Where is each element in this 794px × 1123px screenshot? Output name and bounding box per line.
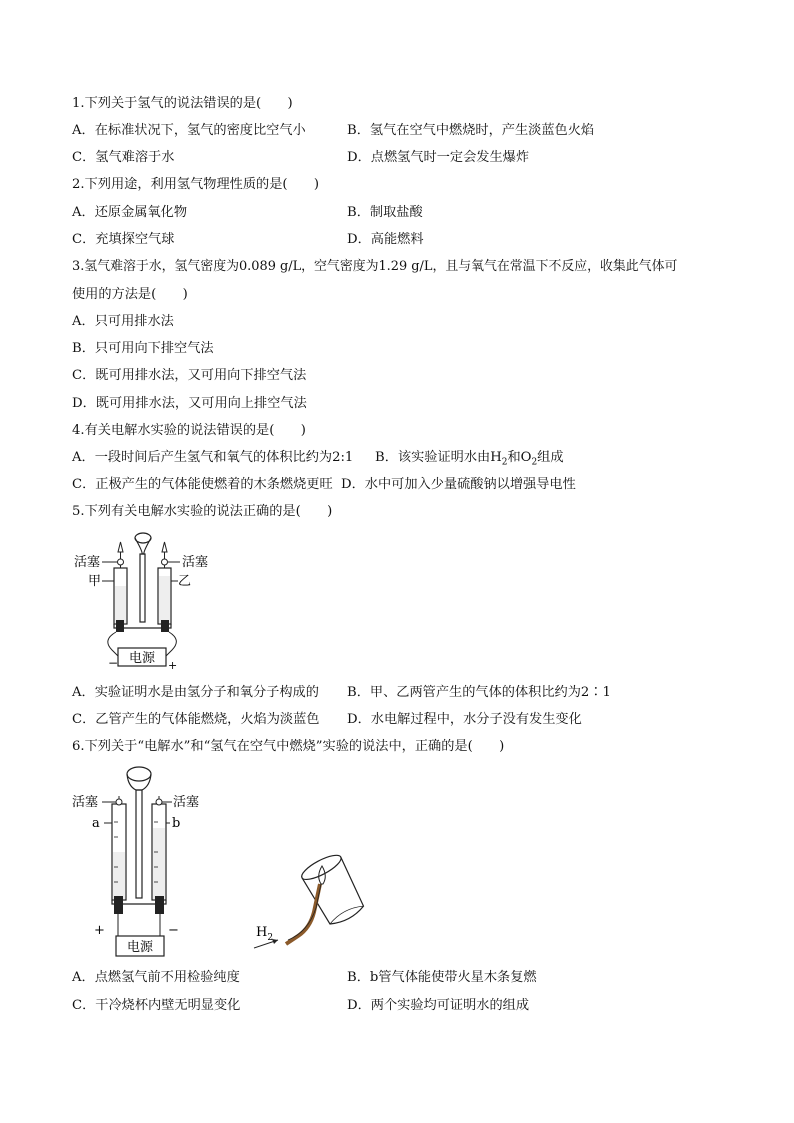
q5-stem: 5.下列有关电解水实验的说法正确的是( ) (72, 504, 333, 519)
q4-option-c: C．正极产生的气体能使燃着的木条燃烧更旺 (72, 477, 333, 492)
q4-option-b-sub1: 2 (501, 457, 508, 468)
q2-option-d: D．高能燃料 (347, 232, 424, 247)
q4-option-b-suffix: 组成 (537, 450, 564, 465)
q5-option-b: B．甲、乙两管产生的气体的体积比约为2∶1 (347, 685, 611, 700)
q3-option-b: B．只可用向下排空气法 (72, 341, 214, 356)
q6-gas-label (256, 925, 273, 943)
q6-tube-right-label: b (172, 816, 181, 831)
q5-option-c: C．乙管产生的气体能燃烧，火焰为淡蓝色 (72, 712, 320, 727)
q4-option-d: D．水中可加入少量硫酸钠以增强导电性 (341, 477, 576, 492)
q2-stem: 2.下列用途，利用氢气物理性质的是( ) (72, 177, 320, 192)
q6-hydrogen-burning-figure (250, 848, 380, 956)
q1-option-d: D．点燃氢气时一定会发生爆炸 (347, 150, 530, 165)
q2-option-c: C．充填探空气球 (72, 232, 175, 247)
q6-gas-symbol: H (256, 925, 268, 940)
q3-option-a: A．只可用排水法 (72, 314, 174, 329)
q4-option-b-prefix: B．该实验证明水由H (375, 450, 502, 465)
q6-stem: 6.下列关于“电解水”和“氢气在空气中燃烧”实验的说法中，正确的是( ) (72, 739, 505, 754)
q4-stem: 4.有关电解水实验的说法错误的是( ) (72, 423, 306, 438)
q6-option-a: A．点燃氢气前不用检验纯度 (72, 970, 240, 985)
q6-minus-sign: − (168, 923, 179, 938)
q3-option-d: D．既可用排水法，又可用向上排空气法 (72, 396, 307, 411)
q6-left-stopcock-label: 活塞 (72, 795, 99, 810)
q4-option-b-mid: 和O (507, 450, 532, 465)
q1-option-c: C．氢气难溶于水 (72, 150, 175, 165)
q5-electrolysis-figure (72, 528, 222, 673)
q6-right-stopcock-label: 活塞 (173, 795, 200, 810)
q4-option-b-sub2: 2 (531, 457, 538, 468)
q5-option-d: D．水电解过程中，水分子没有发生变化 (347, 712, 582, 727)
q6-option-b: B．b管气体能使带火星木条复燃 (347, 970, 537, 985)
q4-option-a: A．一段时间后产生氢气和氧气的体积比约为2:1 (72, 450, 354, 465)
q6-tube-left-label: a (92, 816, 100, 831)
q1-option-b: B．氢气在空气中燃烧时，产生淡蓝色火焰 (347, 123, 595, 138)
q6-plus-sign: + (94, 923, 105, 938)
q1-stem: 1.下列关于氢气的说法错误的是( ) (72, 96, 293, 111)
q2-option-b: B．制取盐酸 (347, 205, 423, 220)
q5-option-a: A．实验证明水是由氢分子和氧分子构成的 (72, 685, 319, 700)
q3-stem-line2: 使用的方法是( ) (72, 287, 188, 302)
q5-plus-sign: + (168, 659, 178, 672)
q5-tube-left-label: 甲 (88, 574, 102, 589)
q6-option-d: D．两个实验均可证明水的组成 (347, 998, 530, 1013)
q5-minus-sign: − (108, 656, 119, 670)
q6-electrolysis-figure (72, 762, 232, 960)
q6-power-label: 电源 (126, 940, 154, 955)
q6-gas-subscript: 2 (267, 933, 274, 943)
q2-option-a: A．还原金属氧化物 (72, 205, 188, 220)
q5-right-stopcock-label: 活塞 (182, 555, 209, 570)
q3-stem-line1: 3.氢气难溶于水，氢气密度为0.089 g/L，空气密度为1.29 g/L，且与氧气在常温下不反应，收集此气体可 (72, 259, 678, 274)
q4-option-b (375, 449, 564, 472)
q1-options-row1 (72, 122, 306, 140)
q5-tube-right-label: 乙 (178, 574, 192, 589)
q5-left-stopcock-label: 活塞 (74, 555, 101, 570)
q1-option-a: A．在标准状况下，氢气的密度比空气小 (72, 123, 306, 138)
q5-power-label: 电源 (128, 651, 156, 666)
q6-option-c: C．干冷烧杯内壁无明显变化 (72, 998, 241, 1013)
q3-option-c: C．既可用排水法，又可用向下排空气法 (72, 368, 307, 383)
